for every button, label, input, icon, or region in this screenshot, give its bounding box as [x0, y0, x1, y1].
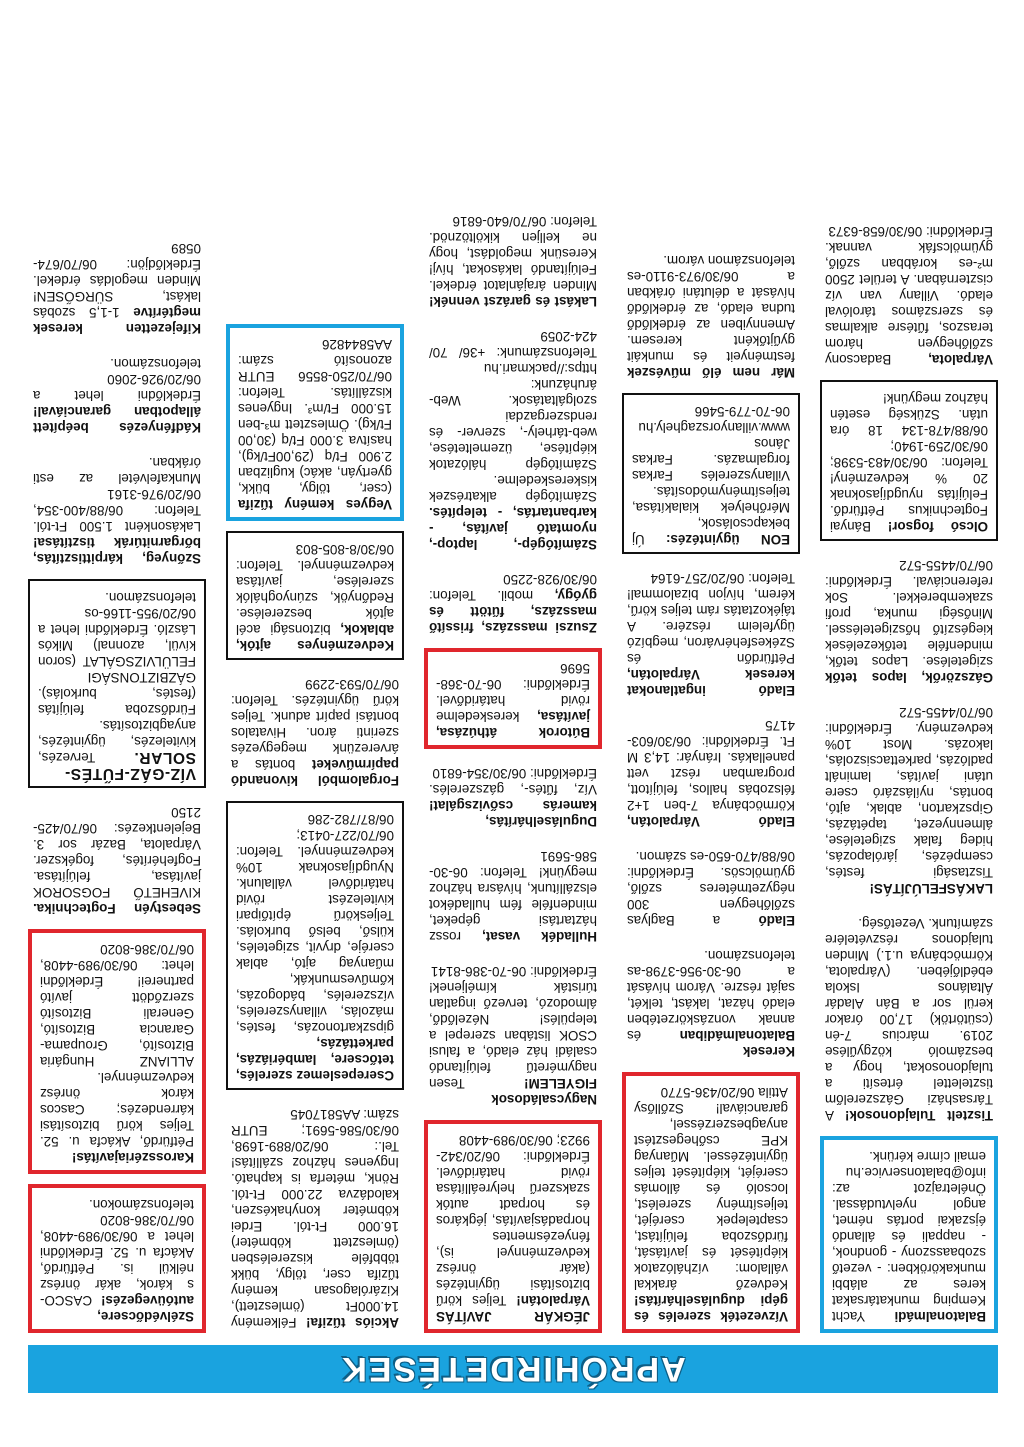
ad-body-text: Körmöcbánya 7-ben 1+2 félszobás hallos, felújított, programban részt vett panellakás. Irányár: 14,3 M Ft. Érdeklődni: 06/30/603-4175	[627, 718, 795, 813]
ad-headline: Várpalota,	[928, 352, 993, 367]
ad-headline: Forgalomból kivonandó papírműveket	[231, 757, 399, 788]
classified-ad	[28, 929, 206, 1174]
ad-headline: Szélvédőcsere, autóüvegezés!	[97, 1293, 194, 1324]
ad-body-text: Számítógép alkatrészek kiskereskedelme. Számítógép hálózatok kiépítése, üzemeltetése, web-tárhely-, szerver- és rendszergazdai szolgáltatások. Web-áruházunk: https://packmari.hu Telefonszámunk: +36/ 70/ 424-2059	[429, 329, 597, 504]
ad-body-text: Teljes körű biztosítási ügyintézés (akár önrész kedvezménnyel is), fényezésmentes horpadásjavítás, jégkáros és horpadt autók szakszerű helyreállítása rövid határidővel. Érdeklődni: 06/20/342-9923; 06/30/989-4408	[436, 1133, 590, 1308]
classified-ad	[226, 324, 404, 521]
ad-headline: VÍZ-GÁZ-FŰTÉS-SOLAR.	[64, 749, 196, 782]
classified-ad	[622, 393, 800, 554]
ad-body-text: festményeit és munkáit gyűjtőként keresem. Amennyiben az érdeklődő tudna eladó, az érdeklődő hívását a délutáni órákban a 06/30/973-9110-es telefonszámon várom.	[627, 253, 795, 364]
ad-body-text: rossz háztartási gépeket, mindenféle fém hulladékot elszállítunk, hívásra házhoz megyünk! Telefon: 06-30-586-5691	[429, 849, 597, 944]
classified-ad	[226, 1100, 404, 1333]
ad-headline: Számítógép-, laptop-, nyomtató javítás, - karbantartás, - telepítés.	[429, 505, 597, 552]
ad-body-text: Yacht Kemping munkatársakat keres az alábbi munkakörökben: - vezető szobaasszony - gondnok, - nappali és állandó éjszakai portás német, angol nyelvtudással. Önéletrajzot az: info@balatonservice.hu email címre kérünk.	[832, 1149, 986, 1324]
section-title: APRÓHIRDETÉSEK	[340, 1350, 686, 1389]
classified-ad	[226, 670, 404, 791]
classified-ad	[424, 1120, 602, 1333]
ad-body-text: és annak vonzáskörzetében eladó házat, lakást, telkét, saját részre. Várom hívását a 06-30-956-3798-as telefonszámon.	[627, 948, 795, 1043]
ad-headline: Vízvezeték szerelés és gépi duguláselhárítás!	[634, 1293, 788, 1324]
ad-body-text: a Baglyas szőlőhegyen 300 négyzetméteres szőlő, gyümölcsös. Érdeklődni: 06/88/470-650-es számon.	[627, 849, 795, 928]
ad-body-text: biztonsági acél ajtók beszerelése. Redőnyök, szúnyoghálók szerelése, javítása kedvezménnyel. Telefon: 06/30/8-805-803	[236, 542, 394, 637]
classified-ad	[424, 648, 602, 749]
ad-body-text: Félkemény 14.000Ft (ömlesztett), Kizárólagosan kemény tűzifa cser, tölgy, bükk többféle kiszerelésben (ömlesztett köbméter) 16.000 Ft-tól. Erdei köbméter konyhakészen, kalodázva 22.000 Ft-tól. Rönk, méterfa is kapható. Ingyenes házhoz szállítás! Tel.: 06/20/889-1698, 06/30/586-5691; EUTR szám: AA5817045	[231, 1107, 399, 1330]
ad-body-text: Kedvező árakkal vállalom: vízhálózatok kiépítését és javítását, fürdőszoba felújítást, csaptelepek cseréjét, teljesítmény szerelést, locsoló és állomás cseréjét, kiépítését teljes ügyintézéssel. Műanyag KPE csőhegesztést anyagbeszerzéssel, garanciával! Szőllősy Attila 06/20/436-5770	[634, 1085, 788, 1292]
classified-ad	[820, 1136, 998, 1333]
ad-headline: Karosszériajavítás!	[71, 1150, 194, 1165]
classified-ad	[622, 246, 800, 383]
ad-headline: Olcsó fogsor!	[887, 519, 988, 534]
ad-column-5	[28, 13, 206, 1333]
ad-body-text: Lakásonként 1.500 Ft-tól. Telefon: 06/88/400-354, 06/20/976-3161 Munkafelvétel az esti órákban.	[33, 455, 201, 534]
ad-headline: Vegyes kemény tűzifa	[238, 497, 392, 512]
ad-headline: Nagycsaládosok FIGYELEM!	[491, 1076, 597, 1107]
classified-ad	[424, 207, 602, 312]
ad-column-1	[820, 13, 998, 1333]
ad-body-text: A Társasházi Gázszerelőm tisztelettel értesíti a tulajdonosokat, hogy a beszámoló közgyűlése 2019. március 7-én (csütörtök) 17,00 órakor kerül sor a Bán Aladár Általános Iskola ebédlőjében. (Várpalota, Körmöcbánya u.1.) Minden tulajdonos részvételére számítunk. Vezetőség.	[825, 916, 993, 1123]
classified-ad	[820, 380, 998, 541]
classified-ad	[28, 1184, 206, 1333]
classified-ad	[424, 842, 602, 947]
ad-headline: Balatonalmádi	[894, 1309, 986, 1324]
ad-body-text: Pétfürdő, Akácfa u. 52. Teljes körű biztosítási kárrendezés; Cascos károk önrész kedvezménnyel. ALLIANZ Hungária Biztosító, Groupama-Garancia Biztosító, Generali Biztosító szerződött javító partnerei! Érdeklődni lehet: 06/30/989-4408, 06/70/386-8020	[40, 942, 194, 1149]
ad-columns	[28, 13, 998, 1333]
ad-headline: Lakást és garázst vennék!	[429, 294, 597, 309]
classified-ad	[424, 565, 602, 638]
ad-column-2	[622, 13, 800, 1333]
ad-body-text: Minden árajánlatot érdekel. Felújítandó lakásokat, hívj! Keresünk megoldást, hogy ne kelljen kiköltöznöd. Telefon: 06/70/640-6816	[429, 214, 597, 293]
ad-headline: Eladó ingatlanokat keresek Várpalotán,	[627, 667, 795, 698]
classified-ad	[424, 957, 602, 1110]
ad-body-text: KIVEHETŐ FOGSOROK javítása, felújítása. Fogfehérítés, fogékszer. Várpalota, Bazár sor 3. Bejelentkezés: 06/70/425-2150	[33, 805, 201, 900]
ad-headline: Kedvezményes ajtók, ablakok,	[236, 622, 394, 653]
classified-ad	[622, 842, 800, 931]
classified-ad	[622, 711, 800, 832]
ad-body-text: bontás a árverezünk megegyezés szerinti áron. Hivatalos bontási papírt adunk. Teljes körű ügyintézés. Telefon: 06/70/593-2299	[231, 677, 399, 772]
ad-body-text: CASCO-s károk, akár önrész nélkül is. Pétfürdő, Akácfa u. 52. Érdeklődni lehet a 06/30/989-4408, 06/70/386-8020 telefonszámokon.	[40, 1197, 194, 1308]
ad-body-text: Tesen nagyméretű felújítandó családi ház eladó, a falusi CSOK listában szerepel a település! Nézelődő, álmodozó, tervező ingatlan túristák kíméljenek! Érdeklődni: 06-70-386-8141	[429, 964, 597, 1091]
classified-ad	[622, 1072, 800, 1333]
ad-body-text: Víz, fűtés-, gázszerelés. Érdeklődni: 06/30/354-6810	[429, 766, 597, 797]
ad-headline: Keresek Balatonalmádiban	[679, 1028, 795, 1059]
classified-ad	[28, 234, 206, 339]
classified-ad	[820, 551, 998, 688]
ad-body-text: gipszkartonozás, festés, mázolás, villanyszerelés, vízszerelés, bádogozás, kőművesmunkák, műanyag ajtó, ablak cseréje, dryvit, szigetelés, külső, belső burkolás. Teljeskörű építőipari kivitelezést rövid határidővel vállalunk. Nyugdíjasoknak 10% kedvezménnyel. Telefon: 06/70/227-0413; 06/87/782-286	[236, 812, 394, 1035]
classified-ad	[226, 531, 404, 660]
ad-headline: EON ügyintézés:	[665, 532, 790, 547]
ad-headline: JÉGKÁR JAVÍTÁS Várpalotán!	[436, 1293, 590, 1324]
ad-headline: Eladó	[758, 913, 795, 928]
ad-body-text: Badacsony szőlőhegyen három teraszos, fűtésre alkalmas és szerszámos tárolóval eladó. Villany van víz ciszternában. A terület 2500 m²-es korábban szőlő, gyümölcsfák vannak. Érdeklődni: 06/30/658-6373	[825, 224, 993, 367]
ad-body-text: 1-1,5 szobás lakást, SÜRGŐSEN! Minden megoldás érdekel. Érdeklődjön: 06/70/674-0589	[33, 241, 201, 320]
ad-body-text: kereskedelme rövid határidővel. Érdeklődni: 06-70-368-5696	[436, 661, 590, 724]
ad-headline: Bútorok áthúzása, javítása,	[436, 709, 590, 740]
ad-headline: Duguláselhárítás, kamerás csővizsgálat!	[429, 798, 597, 829]
ad-body-text: Tervezés, kivitelezés, ügyintézés, anyagbiztosítás. Fürdőszoba felújítás (festés, burkolás). GÁZBIZTONSÁGI FELÜLVIZSGÁLAT (soron kívül, azonnal) Mikós László. Érdeklődni lehet a 06/20/955-1166-os telefonszámon.	[38, 590, 196, 765]
classified-ad	[622, 941, 800, 1062]
ad-headline: Zsuzsi masszázs, frissítő masszázs, fűtött és gyógy,	[429, 588, 597, 635]
ad-headline: Kádfényezés beépített állapotban garanciával!	[33, 404, 201, 435]
section-banner	[28, 1345, 998, 1393]
ad-column-3	[424, 13, 602, 1333]
classified-ad	[226, 801, 404, 1090]
ad-headline: Szőnyeg, kárpittisztítás, bőrgarnitúrák tisztítása!	[33, 535, 201, 566]
ad-body-text: Új bekapcsolások, Mérőhelyek kialakítása, teljesítménymódosítás. Villanyszerelés Farkas forgalmazás. Farkas János www.villanyorszaghely.hu 06-70-779-5466	[632, 404, 790, 547]
ad-headline: Hulladék vasat,	[482, 929, 597, 944]
ad-body-text: szigetelése. Lapos tetők, mindenféle tetőkezelések kiegészítő hőszigeteléssel. Minőségi munka, profi szakemberekkel. Sok referenciával. Érdeklődni: 06/70/4455-572	[825, 558, 993, 669]
ad-body-text: mobil. Telefon: 06/30/928-2250	[429, 572, 597, 603]
ad-headline: Sebestyén Fogtechnika.	[33, 901, 201, 916]
classified-ad	[28, 798, 206, 919]
classified-ad	[424, 759, 602, 832]
ad-column-4	[226, 13, 404, 1333]
ad-headline: Akciós tűzifa!	[306, 1315, 399, 1330]
ad-body-text: Bányai Fogtechnikus Pétfürdő. Felújítás nyugdíjasoknak 20 % kedvezmény! Telefon: 06/30/483-5398; 06/30/259-1940; 06/88/478-134 18 óra után. Szükség esetén házhoz megyünk!	[830, 391, 988, 534]
classified-ad	[820, 698, 998, 899]
ad-body-text: Tisztasági festés, csempézés, járólapozás, hideg falak szigetelése, álmennyezet, tapétázás, Gipszkarton, ablak, ajtó, bontás, nyílászáró csere utáni javítás, laminált padlózás, parkettacsiszolás, lakozás. Most 10% kedvezmény. Érdeklődni: 06/70/4455-572	[825, 705, 993, 880]
ad-body-text: (cser, tölgy, bükk, gyertyán, akác) kuglizban 2.900 Ft/q (29,00Ft/kg), hasítva 3.000 Ft/q (30,00 Ft/kg). Ömlesztett m³-ben 15.000 Ft/m³. Ingyenes kiszállítás. Telefon: 06/70/250-8556 EUTR azonosító szám: AA5844826	[238, 337, 392, 496]
classified-ad	[820, 217, 998, 370]
ad-headline: Gázszörők, lapos tetők	[825, 670, 993, 685]
classified-ad	[28, 579, 206, 788]
ad-headline: Cserepeslemez szerelés, tetőcsere, lambériázás, parkettázás,	[236, 1036, 394, 1083]
classified-ad	[28, 349, 206, 438]
classified-ad	[28, 448, 206, 569]
classified-ad	[622, 564, 800, 701]
ad-headline: Kifejezetten keresek megtérítve	[33, 305, 201, 336]
ad-headline: LAKÁSFELÚJÍTÁS!	[869, 881, 993, 896]
ad-body-text: Érdeklődni lehet a 06/20/926-2060 telefonszámon.	[33, 356, 201, 403]
ad-headline: Eladó Várpalotán,	[627, 814, 795, 829]
ad-headline: Már nem élő művészek	[627, 365, 795, 380]
classified-ad	[424, 322, 602, 555]
ad-headline: Tisztelt Tulajdonosok!	[844, 1108, 993, 1123]
ad-body-text: Pétfürdőn és Székesfehérváron, megbízó ügyfeleim részére. A tájékoztatás rám teljes körű, kérem, hívjon bizalommal! Telefon: 06/20/257-6164	[627, 571, 795, 666]
classified-ad	[820, 909, 998, 1126]
